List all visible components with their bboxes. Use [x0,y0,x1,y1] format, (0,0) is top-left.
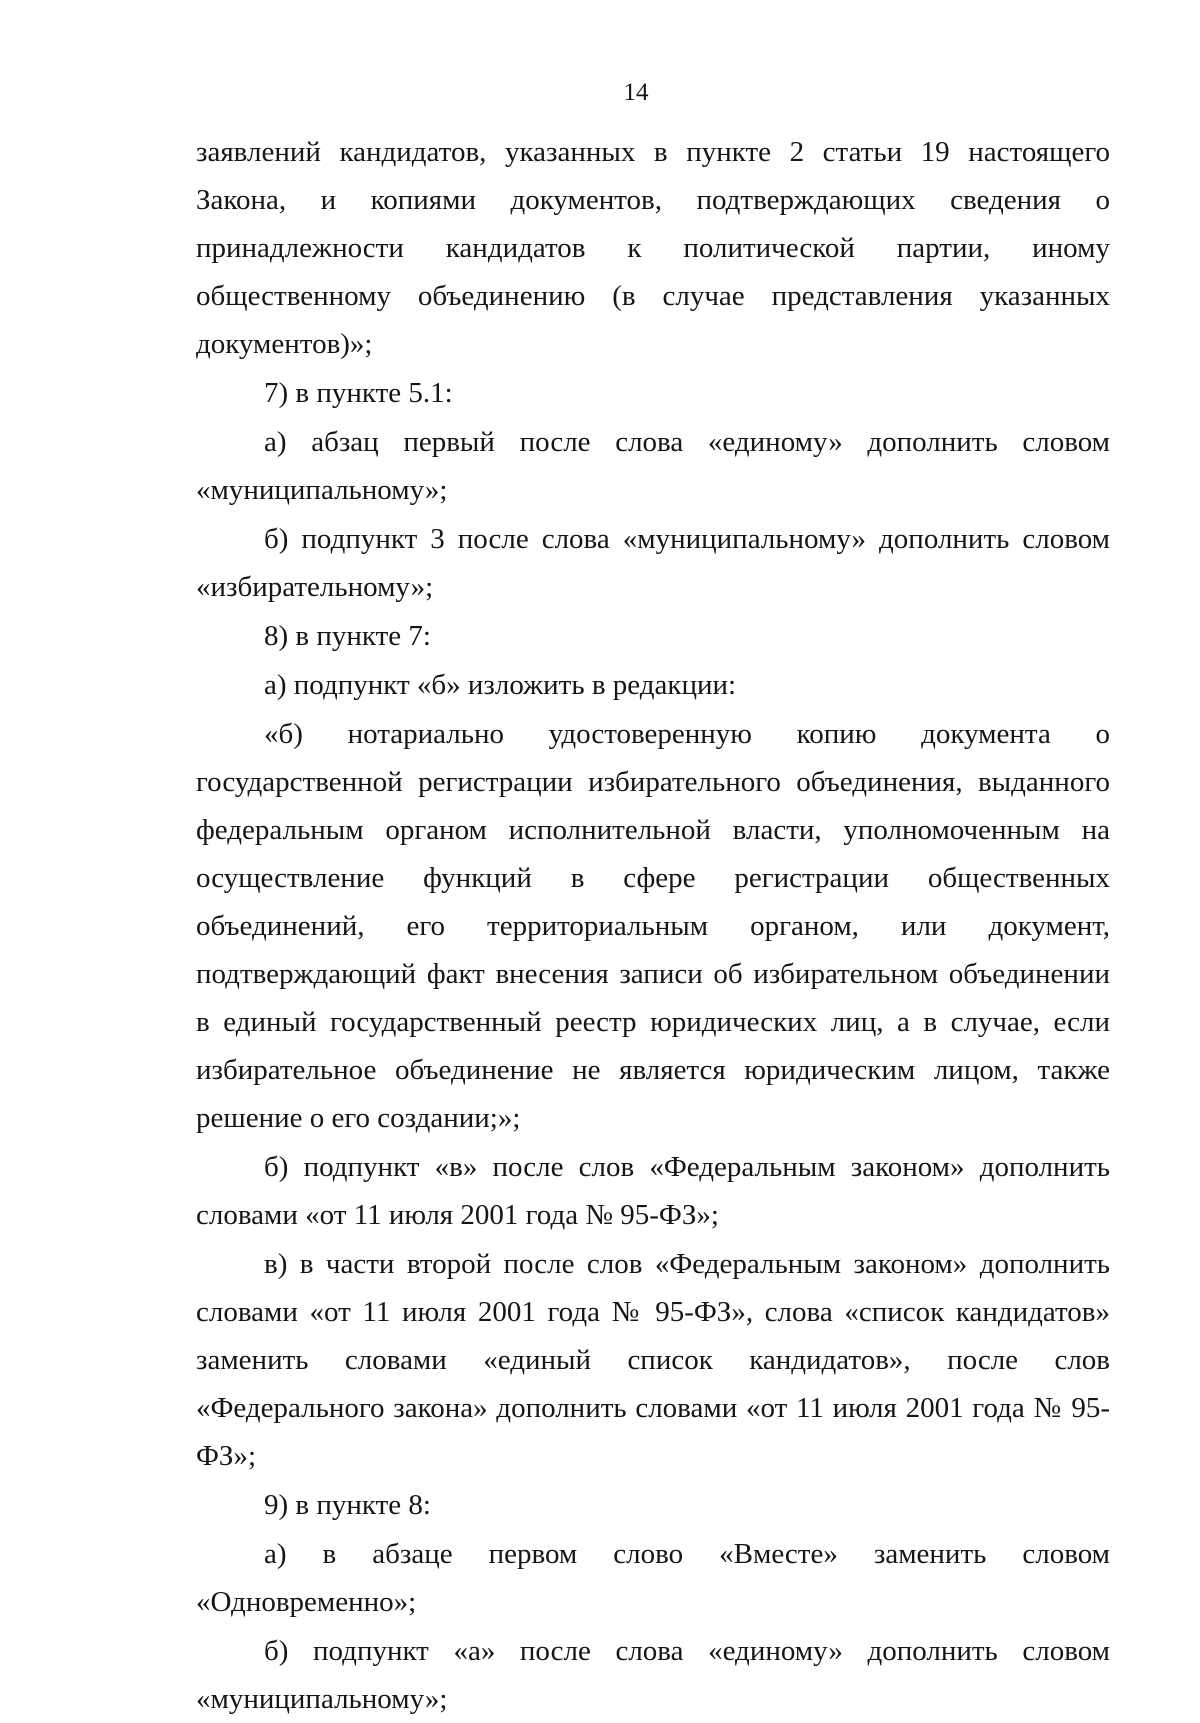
paragraph-item-8v: в) в части второй после слов «Федеральным законом» дополнить словами «от 11 июля 2001 года № 95-ФЗ», слова «список кандидатов» заменить словами «единый список кандидатов», после слов «Федерального закона» дополнить словами «от 11 июля 2001 года № 95-ФЗ»; [196,1248,1110,1472]
paragraph-item-7a: а) абзац первый после слова «единому» дополнить словом «муниципальному»; [196,426,1110,506]
paragraph-item-7: 7) в пункте 5.1: [264,377,453,409]
paragraph-item-7b: б) подпункт 3 после слова «муниципальному» дополнить словом «избирательному»; [196,523,1110,603]
page-number: 14 [623,79,649,106]
paragraph-item-8: 8) в пункте 7: [264,620,431,652]
paragraph-item-8b: б) подпункт «в» после слов «Федеральным законом» дополнить словами «от 11 июля 2001 года № 95-ФЗ»; [196,1151,1110,1231]
paragraph-item-9b: б) подпункт «а» после слова «единому» дополнить словом «муниципальному»; [196,1635,1110,1715]
paragraph-item-9: 9) в пункте 8: [264,1489,431,1521]
paragraph-continuation: заявлений кандидатов, указанных в пункте 2 статьи 19 настоящего Закона, и копиями документов, подтверждающих сведения о принадлежности кандидатов к политической партии, иному общественному объединению (в случае представления указанных документов)»; [196,136,1110,360]
document-body [196,128,1110,1723]
paragraph-item-8a-text: «б) нотариально удостоверенную копию документа о государственной регистрации избирательного объединения, выданного федеральным органом исполнительной власти, уполномоченным на осуществление функций в сфере регистрации общественных объединений, его территориальным органом, или документ, подтверждающий факт внесения записи об избирательном объединении в единый государственный реестр юридических лиц, а в случае, если избирательное объединение не является юридическим лицом, также решение о его создании;»; [196,718,1110,1134]
paragraph-item-9a: а) в абзаце первом слово «Вместе» заменить словом «Одновременно»; [196,1538,1110,1618]
paragraph-item-8a: а) подпункт «б» изложить в редакции: [264,669,737,701]
